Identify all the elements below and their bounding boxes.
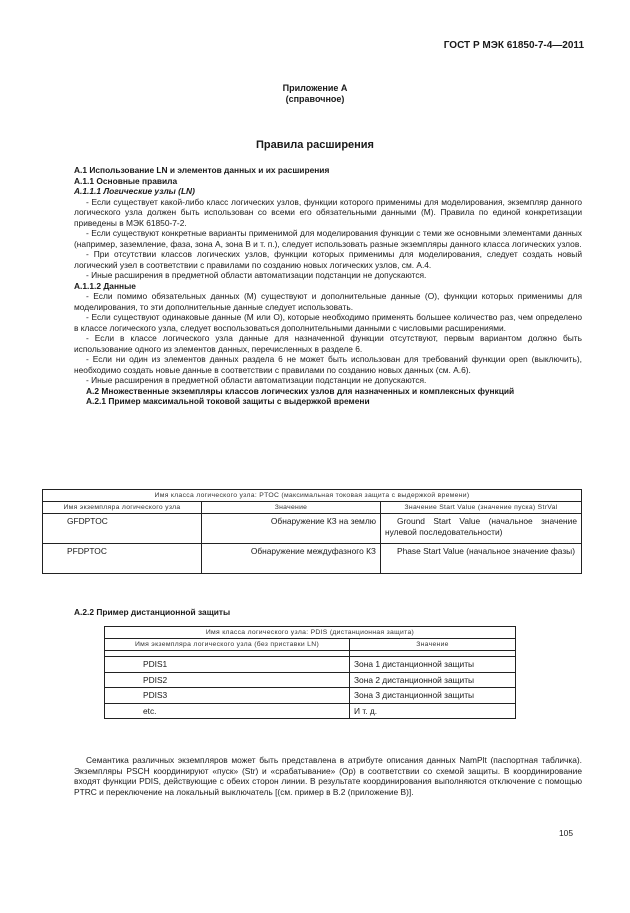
paragraph: - Если существует какой-либо класс логических узлов, функции которого применимы для моделирования, экземпляр данного логического узла должен быть использован со всеми его обязательными данными (М). Правила по единой конкретизации приведены в МЭК 61850-7-2. <box>74 196 582 228</box>
annex-subtitle: (справочное) <box>285 94 345 104</box>
paragraph: - Иные расширения в предметной области автоматизации подстанции не допускаются. <box>86 375 427 385</box>
column-header: Имя экземпляра логического узла (без приставки LN) <box>105 639 350 651</box>
standard-header: ГОСТ Р МЭК 61850-7-4—2011 <box>443 40 584 51</box>
table-cell: Обнаружение КЗ на землю <box>202 514 381 544</box>
table-cell: PDIS3 <box>105 688 350 704</box>
annex-title: Приложение А <box>282 83 348 93</box>
column-header: Значение <box>350 639 516 651</box>
paragraph: - Если помимо обязательных данных (М) существуют и дополнительные данные (О), функции которых применимы для моделирования, то эти дополнительные данные следует использовать. <box>74 291 582 312</box>
table-cell: Обнаружение междуфазного КЗ <box>202 544 381 574</box>
table-caption: Имя класса логического узла: PDIS (дистанционная защита) <box>105 627 516 639</box>
paragraph: - Если существуют конкретные варианты применимой для моделирования функции с теми же основными элементами данных (например, заземление, фаза, зона А, зона В и т. п.), следует использовать разные экземпляры данного класса логических узлов. <box>74 228 582 249</box>
paragraph: Семантика различных экземпляров может быть представлена в атрибуте описания данных NamPlt (паспортная табличка). Экземпляры PSCH координируют «пуск» (Str) и «срабатывание» (Op) в соответствии со схемой защиты. В координирование входят функции PDIS, действующие с обеих сторон линии. В результате координирования выполняются отключение с помощью PTRC и переключение на локальный выключатель [(см. пример в В.2 (приложение В)]. <box>74 755 582 797</box>
table-row <box>43 544 582 574</box>
table-row <box>105 688 516 704</box>
paragraph: - При отсутствии классов логических узлов, функции которых применимы для моделирования, следует создать новый логический узел в соответствии с правилами по созданию новых логических узлов, см. А.4. <box>74 249 582 270</box>
table-cell: PFDPTOC <box>43 544 202 574</box>
column-header: Имя экземпляра логического узла <box>43 502 202 514</box>
table-cell: PDIS2 <box>105 672 350 688</box>
table-row <box>105 703 516 719</box>
heading-a21: А.2.1 Пример максимальной токовой защиты с выдержкой времени <box>86 396 370 406</box>
table-row <box>105 657 516 673</box>
ptoc-table <box>42 489 582 574</box>
section-title: Правила расширения <box>256 139 374 151</box>
column-header: Значение Start Value (значение пуска) StrVal <box>381 502 582 514</box>
paragraph: - Если в классе логического узла данные для назначенной функции отсутствуют, первым вариантом должно быть использование одного из элементов данных, перечисленных в разделе 6. <box>74 333 582 354</box>
table-cell: GFDPTOC <box>43 514 202 544</box>
table-cell: PDIS1 <box>105 657 350 673</box>
heading-a1: А.1 Использование LN и элементов данных и их расширения <box>74 165 330 175</box>
table-cell: Ground Start Value (начальное значение нулевой последовательности) <box>381 514 582 544</box>
heading-a111: А.1.1.1 Логические узлы (LN) <box>74 186 195 196</box>
heading-a112: А.1.1.2 Данные <box>74 280 136 291</box>
paragraph: - Иные расширения в предметной области автоматизации подстанции не допускаются. <box>86 270 427 280</box>
paragraph: - Если существуют одинаковые данные (М или О), которые необходимо применять большее количество раз, чем определено в классе логического узла, следует воспользоваться дополнительными данными с числовыми расширениями. <box>74 312 582 333</box>
closing-paragraph-block <box>74 755 582 797</box>
column-header: Значение <box>202 502 381 514</box>
table-row <box>105 672 516 688</box>
pdis-table <box>104 626 516 719</box>
table-cell: Зона 1 дистанционной защиты <box>350 657 516 673</box>
page-number: 105 <box>559 828 573 838</box>
table-cell: etc. <box>105 703 350 719</box>
body-text-block-1 <box>74 165 582 407</box>
table-cell: Phase Start Value (начальное значение фазы) <box>381 544 582 574</box>
heading-a22: А.2.2 Пример дистанционной защиты <box>74 607 231 617</box>
table-cell: Зона 2 дистанционной защиты <box>350 672 516 688</box>
heading-a11: А.1.1 Основные правила <box>74 175 178 186</box>
table-cell: И т. д. <box>350 703 516 719</box>
table-caption: Имя класса логического узла: PTOC (максимальная токовая защита с выдержкой времени) <box>43 490 582 502</box>
table-row <box>43 514 582 544</box>
heading-a12: А.2 Множественные экземпляры классов логических узлов для назначенных и комплексных функций <box>86 385 515 396</box>
table-cell: Зона 3 дистанционной защиты <box>350 688 516 704</box>
paragraph: - Если ни один из элементов данных раздела 6 не может быть использован для требований функции open (выключить), необходимо создать новые данные в соответствии с правилами по созданию новых данных (см. А.6). <box>74 354 582 375</box>
annex-heading <box>0 83 630 105</box>
